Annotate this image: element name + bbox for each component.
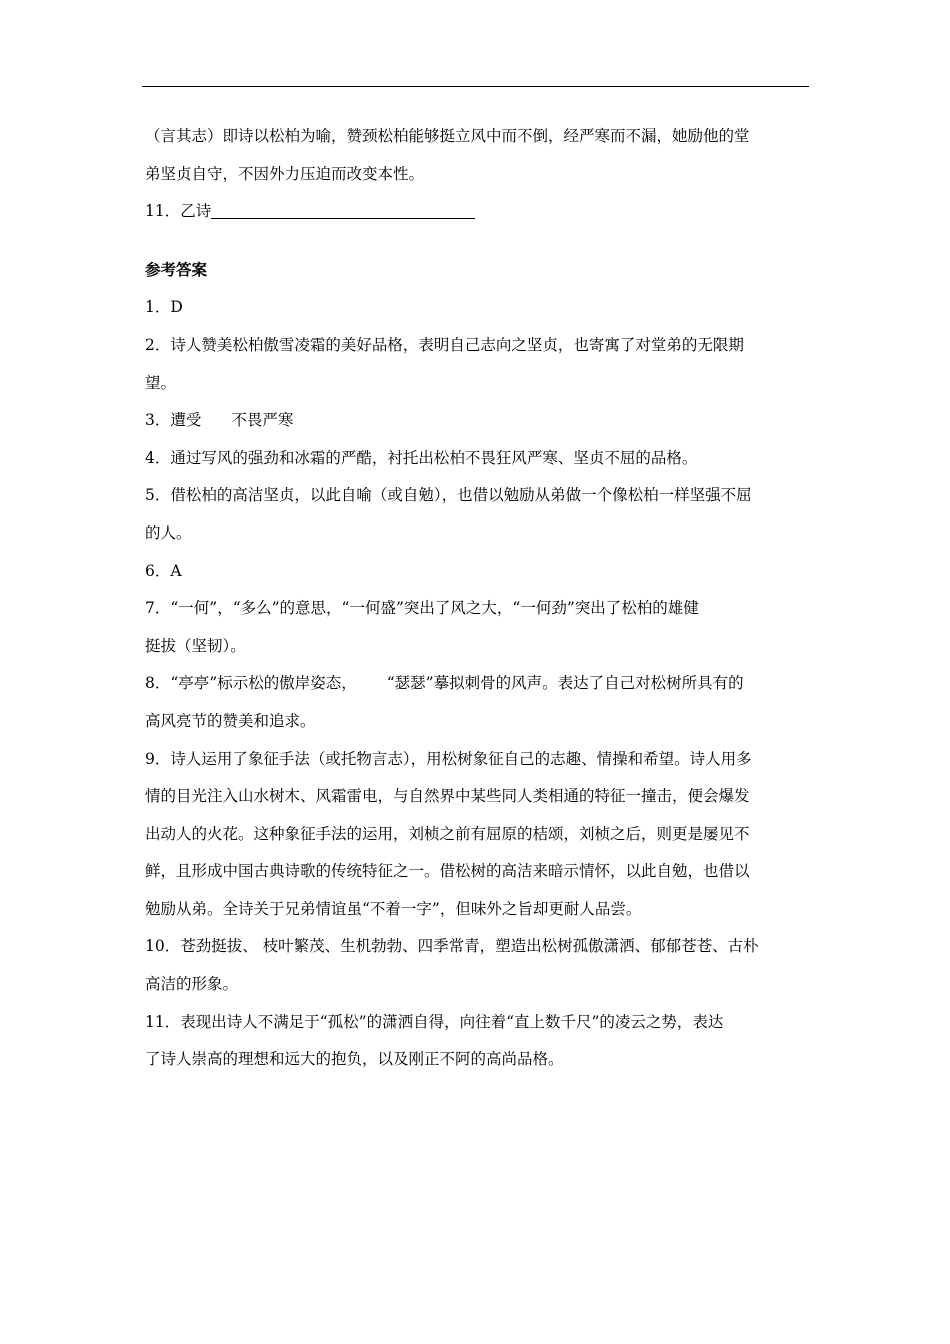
answer-9-line: 9．诗人运用了象征手法（或托物言志），用松树象征自己的志趣、情操和希望。诗人用多 [145, 749, 752, 768]
answer-2-line: 2．诗人赞美松柏傲雪凌霜的美好品格，表明自己志向之坚贞，也寄寓了对堂弟的无限期 [145, 335, 744, 354]
continued-text-line: （言其志）即诗以松柏为喻，赞颈松柏能够挺立风中而不倒，经严寒而不漏，她励他的堂 [145, 127, 750, 145]
answers-title: 参考答案 [145, 260, 208, 279]
answer-3 [145, 402, 809, 440]
answer-7-line: 7．“一何”，“多么”的意思，“一何盛”突出了风之大，“一何劲”突出了松柏的雄健 [145, 599, 699, 618]
answer-5-line: 5．借松柏的高洁坚贞，以此自喻（或自勉），也借以勉励从弟做一个像松柏一样坚强不屈 [145, 486, 752, 505]
answer-6: 6．A [145, 561, 182, 580]
answer-8-line [145, 665, 809, 703]
answer-11-line: 了诗人崇高的理想和远大的抱负，以及刚正不阿的高尚品格。 [145, 1050, 564, 1069]
answer-10-line: 10．苍劲挺拔、 枝叶繁茂、生机勃勃、四季常青，塑造出松树孤傲潇洒、郁郁苍苍、古朴 [145, 937, 759, 956]
answer-4: 4．通过写风的强劲和冰霜的严酷，衬托出松柏不畏狂风严寒、坚贞不屈的品格。 [145, 448, 698, 467]
document-page [145, 118, 809, 1079]
answer-9-line: 出动人的火花。这种象征手法的运用，刘桢之前有屈原的桔颂，刘桢之后，则更是屡见不 [145, 824, 750, 843]
answer-3-part: 3．遭受 [145, 411, 202, 430]
answer-8-part: “瑟瑟”摹拟刺骨的风声。表达了自己对松树所具有的 [386, 674, 744, 693]
answer-2-line: 望。 [145, 373, 177, 392]
header-rule [142, 86, 809, 87]
question-11-label: 11．乙诗 [145, 202, 212, 221]
answer-7-line: 挺拔（坚韧）。 [145, 636, 246, 655]
answer-9-line: 鲜，且形成中国古典诗歌的传统特征之一。借松树的高洁来暗示情怀，以此自勉，也借以 [145, 862, 750, 881]
answer-3-part: 不畏严寒 [231, 411, 294, 430]
answer-10-line: 高洁的形象。 [145, 975, 239, 994]
answer-11-line: 11．表现出诗人不满足于“孤松”的潇洒自得，向往着“直上数千尺”的凌云之势，表达 [145, 1012, 724, 1031]
answer-1: 1．D [145, 298, 183, 317]
answer-8-line: 高风亮节的赞美和追求。 [145, 711, 316, 730]
question-11 [145, 193, 809, 231]
answer-blank [211, 202, 475, 219]
answer-9-line: 勉励从弟。全诗关于兄弟情谊虽“不着一字”，但味外之旨却更耐人品尝。 [145, 899, 642, 918]
answer-5-line: 的人。 [145, 523, 192, 542]
answer-9-line: 情的目光注入山水树木、风霜雷电，与自然界中某些同人类相通的特征一撞击，便会爆发 [145, 787, 750, 806]
continued-text-line: 弟坚贞自守，不因外力压迫而改变本性。 [145, 164, 425, 183]
answer-8-part: 8．“亭亭”标示松的傲岸姿态， [145, 674, 357, 693]
